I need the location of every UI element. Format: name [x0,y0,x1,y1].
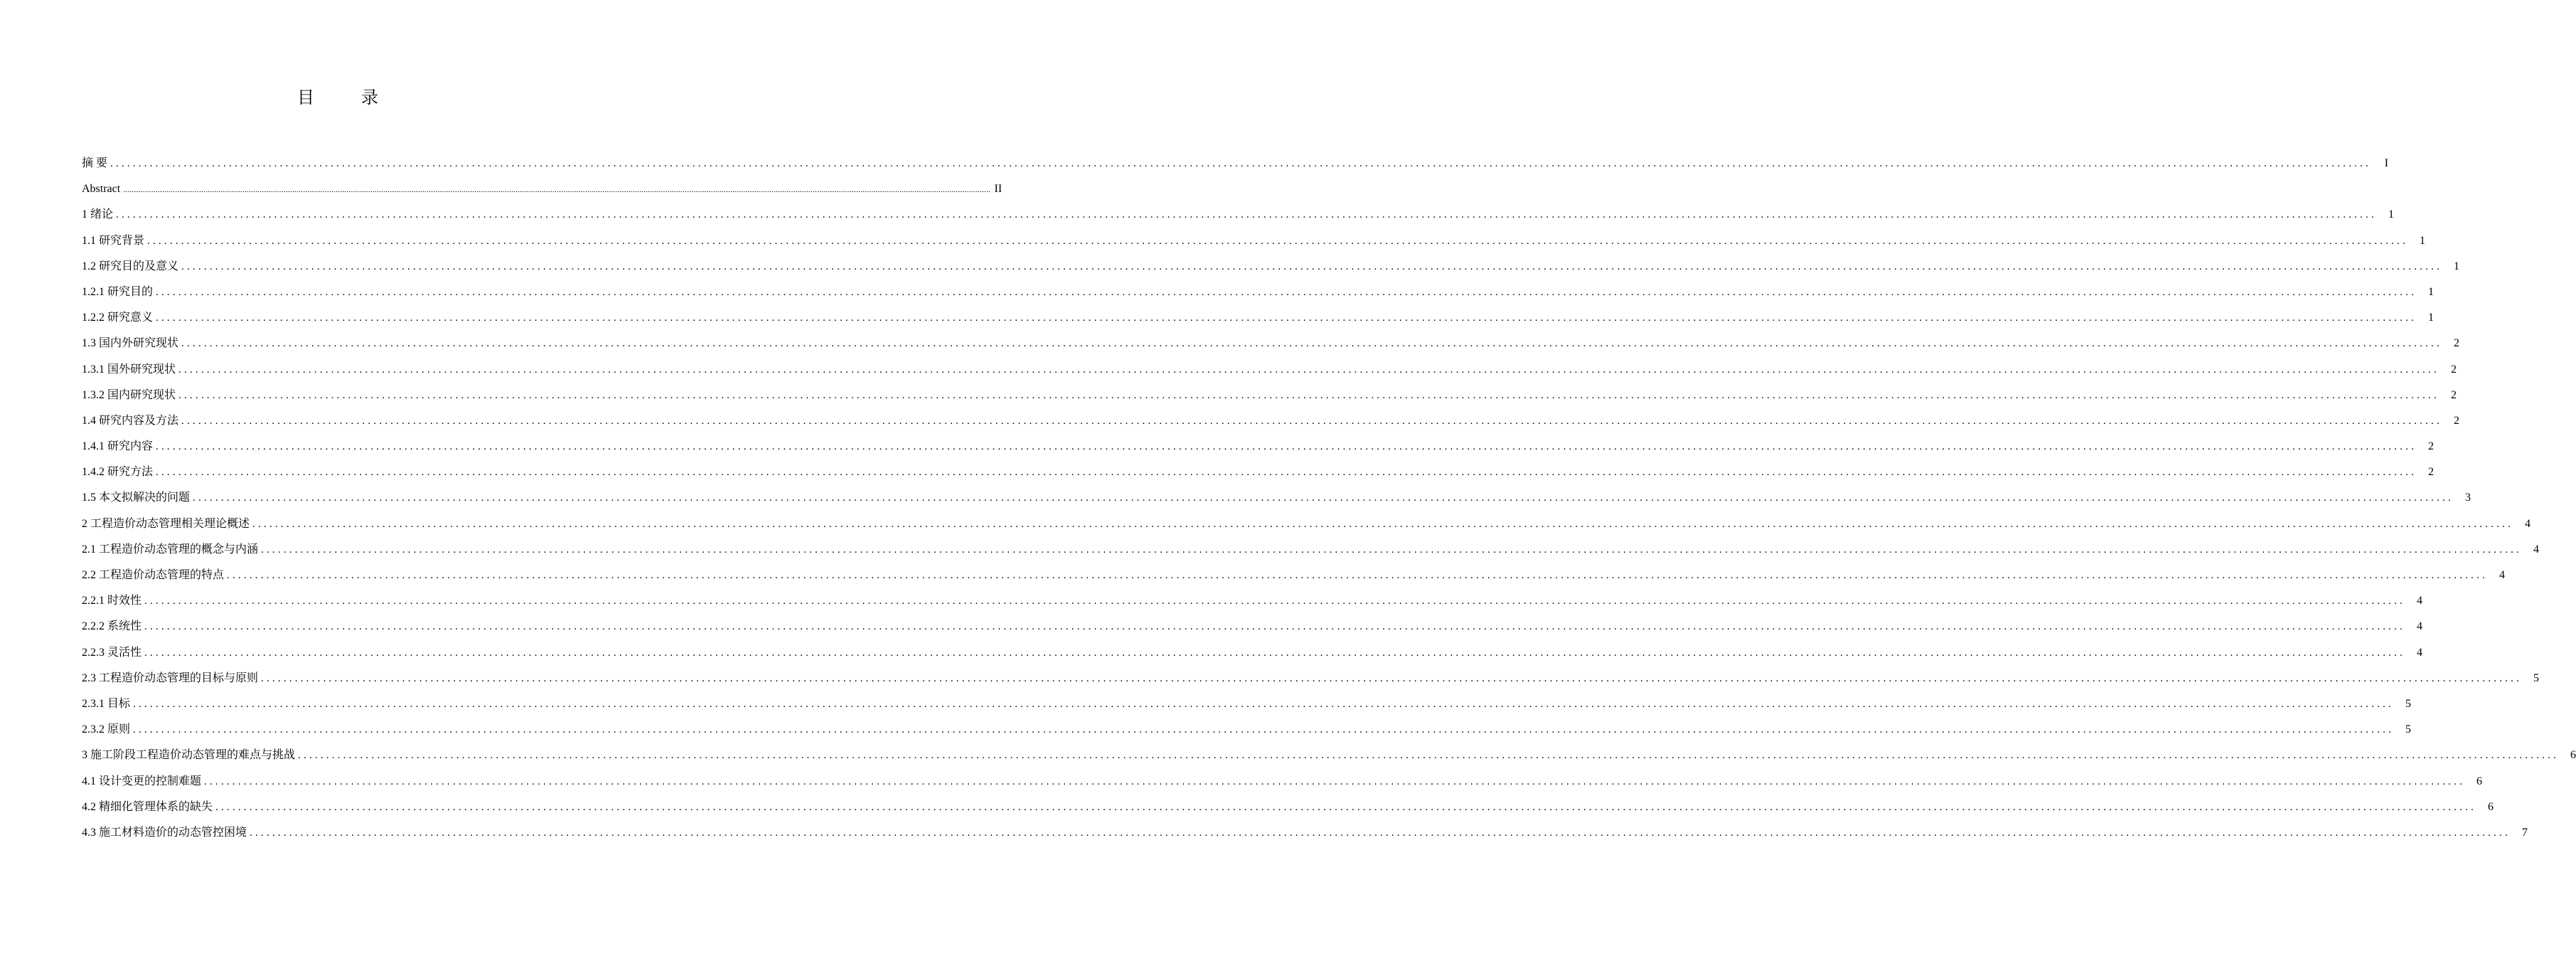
toc-dot-leader: ................................................................................................................................................................................................................................................................................................................................................................................................................ [123,186,991,195]
toc-entry[interactable] [82,202,2395,228]
toc-entry-page-number: 4 [2499,569,2506,581]
toc-entry[interactable] [82,743,2576,768]
toc-entry-page-number: 4 [2417,620,2423,633]
toc-entry[interactable] [82,408,2460,434]
toc-entry-label: 1.4.2 研究方法 [82,466,154,479]
toc-entry-page-number: 5 [2405,697,2412,710]
toc-dot-leader: ................................................................................................................................................................................................................................................................................................................................................................................................................ [181,260,2443,272]
toc-entry-page-number: 2 [2454,414,2460,427]
toc-entry-page-number: 2 [2428,466,2435,479]
toc-entry-label: 1.4 研究内容及方法 [82,414,179,427]
toc-dot-leader: ................................................................................................................................................................................................................................................................................................................................................................................................................ [204,775,2466,787]
toc-entry-page-number: 1 [2454,260,2460,272]
toc-entry[interactable] [82,176,1003,202]
toc-entry-label: 1.2.1 研究目的 [82,285,154,298]
toc-entry-label: 1.3.1 国外研究现状 [82,363,176,376]
toc-entry-label: 2.3.1 目标 [82,697,131,710]
toc-entry-label: 2.2.1 时效性 [82,595,142,607]
toc-entry[interactable] [82,434,2435,460]
toc-entry-page-number: 4 [2417,595,2423,607]
toc-entry[interactable] [82,588,2423,614]
toc-entry-page-number: 7 [2522,826,2528,839]
toc-dot-leader: ................................................................................................................................................................................................................................................................................................................................................................................................................ [215,801,2477,813]
toc-entry-label: 2.2.3 灵活性 [82,646,142,659]
toc-entry[interactable] [82,820,2528,846]
toc-entry-page-number: 4 [2533,543,2540,556]
toc-entry-page-number: 1 [2388,208,2395,221]
toc-dot-leader: ................................................................................................................................................................................................................................................................................................................................................................................................................ [147,235,2409,247]
toc-entry-label: 1 绪论 [82,208,114,221]
toc-entry-label: 2 工程造价动态管理相关理论概述 [82,517,250,530]
toc-dot-leader: ................................................................................................................................................................................................................................................................................................................................................................................................................ [156,286,2417,298]
toc-entry-page-number: 2 [2451,363,2457,376]
toc-dot-leader: ................................................................................................................................................................................................................................................................................................................................................................................................................ [193,492,2454,504]
toc-entry-label: 3 施工阶段工程造价动态管理的难点与挑战 [82,749,296,762]
toc-entry-label: Abstract [82,183,121,196]
toc-dot-leader: ................................................................................................................................................................................................................................................................................................................................................................................................................ [133,724,2395,736]
toc-dot-leader: ................................................................................................................................................................................................................................................................................................................................................................................................................ [156,441,2417,453]
toc-entry-page-number: 3 [2465,492,2471,504]
toc-entry-page-number: 6 [2476,775,2483,787]
toc-entry[interactable] [82,614,2423,639]
toc-dot-leader: ................................................................................................................................................................................................................................................................................................................................................................................................................ [144,647,2406,659]
toc-dot-leader: ................................................................................................................................................................................................................................................................................................................................................................................................................ [144,595,2406,607]
toc-entry-page-number: 4 [2417,646,2423,659]
toc-dot-leader: ................................................................................................................................................................................................................................................................................................................................................................................................................ [156,312,2417,324]
toc-list [82,151,2576,846]
toc-entry[interactable] [82,383,2457,408]
toc-entry[interactable] [82,460,2435,485]
toc-entry-label: 2.2.2 系统性 [82,620,142,633]
toc-entry-page-number: 6 [2488,800,2494,813]
toc-entry[interactable] [82,563,2506,588]
toc-entry[interactable] [82,305,2435,331]
toc-dot-leader: ................................................................................................................................................................................................................................................................................................................................................................................................................ [261,543,2523,556]
toc-dot-leader: ................................................................................................................................................................................................................................................................................................................................................................................................................ [156,467,2417,479]
toc-entry[interactable] [82,357,2457,383]
toc-entry[interactable] [82,511,2531,537]
toc-entry[interactable] [82,795,2494,820]
toc-entry[interactable] [82,691,2412,717]
toc-entry-page-number: 2 [2454,337,2460,350]
toc-entry-page-number: 2 [2428,440,2435,453]
toc-entry[interactable] [82,717,2412,743]
toc-entry-page-number: II [994,183,1003,196]
toc-entry-label: 1.3.2 国内研究现状 [82,388,176,401]
toc-entry-label: 4.3 施工材料造价的动态管控困境 [82,826,247,839]
toc-entry-page-number: 2 [2451,388,2457,401]
toc-dot-leader: ................................................................................................................................................................................................................................................................................................................................................................................................................ [178,363,2440,376]
toc-entry[interactable] [82,254,2460,280]
toc-dot-leader: ................................................................................................................................................................................................................................................................................................................................................................................................................ [298,750,2560,762]
toc-dot-leader: ................................................................................................................................................................................................................................................................................................................................................................................................................ [227,570,2489,581]
toc-dot-leader: ................................................................................................................................................................................................................................................................................................................................................................................................................ [116,209,2378,221]
toc-entry[interactable] [82,331,2460,356]
toc-entry-page-number: 1 [2428,285,2435,298]
toc-entry-page-number: 5 [2533,671,2540,684]
toc-entry[interactable] [82,485,2471,511]
toc-entry-page-number: I [2384,157,2389,169]
toc-dot-leader: ................................................................................................................................................................................................................................................................................................................................................................................................................ [250,827,2511,839]
toc-dot-leader: ................................................................................................................................................................................................................................................................................................................................................................................................................ [144,621,2406,633]
toc-entry-label: 1.2.2 研究意义 [82,312,154,324]
toc-dot-leader: ................................................................................................................................................................................................................................................................................................................................................................................................................ [261,672,2523,684]
toc-dot-leader: ................................................................................................................................................................................................................................................................................................................................................................................................................ [252,518,2514,530]
toc-entry-label: 1.5 本文拟解决的问题 [82,492,191,504]
toc-entry-label: 1.4.1 研究内容 [82,440,154,453]
toc-entry-label: 2.3.2 原则 [82,723,131,736]
toc-dot-leader: ................................................................................................................................................................................................................................................................................................................................................................................................................ [181,338,2443,350]
toc-entry[interactable] [82,151,2389,176]
toc-entry-label: 1.1 研究背景 [82,234,145,247]
toc-entry[interactable] [82,666,2540,691]
toc-entry-page-number: 1 [2428,312,2435,324]
toc-title: 目 录 [297,89,400,107]
toc-entry-page-number: 1 [2420,234,2426,247]
toc-entry-page-number: 5 [2405,723,2412,736]
toc-entry[interactable] [82,537,2540,563]
toc-entry-label: 2.1 工程造价动态管理的概念与内涵 [82,543,259,556]
toc-dot-leader: ................................................................................................................................................................................................................................................................................................................................................................................................................ [178,389,2440,401]
toc-entry-label: 摘 要 [82,157,108,169]
toc-entry-page-number: 4 [2525,517,2531,530]
toc-entry-page-number: 6 [2570,749,2576,762]
toc-entry-label: 2.2 工程造价动态管理的特点 [82,569,225,581]
toc-entry[interactable] [82,280,2435,305]
toc-dot-leader: ................................................................................................................................................................................................................................................................................................................................................................................................................ [110,158,2372,169]
toc-entry-label: 2.3 工程造价动态管理的目标与原则 [82,671,259,684]
toc-dot-leader: ................................................................................................................................................................................................................................................................................................................................................................................................................ [181,415,2443,427]
toc-entry-label: 1.2 研究目的及意义 [82,260,179,272]
toc-entry-label: 1.3 国内外研究现状 [82,337,179,350]
toc-dot-leader: ................................................................................................................................................................................................................................................................................................................................................................................................................ [133,698,2395,710]
toc-entry[interactable] [82,769,2483,795]
toc-entry[interactable] [82,228,2426,254]
toc-entry-label: 4.1 设计变更的控制难题 [82,775,202,787]
toc-entry[interactable] [82,640,2423,666]
toc-entry-label: 4.2 精细化管理体系的缺失 [82,800,213,813]
